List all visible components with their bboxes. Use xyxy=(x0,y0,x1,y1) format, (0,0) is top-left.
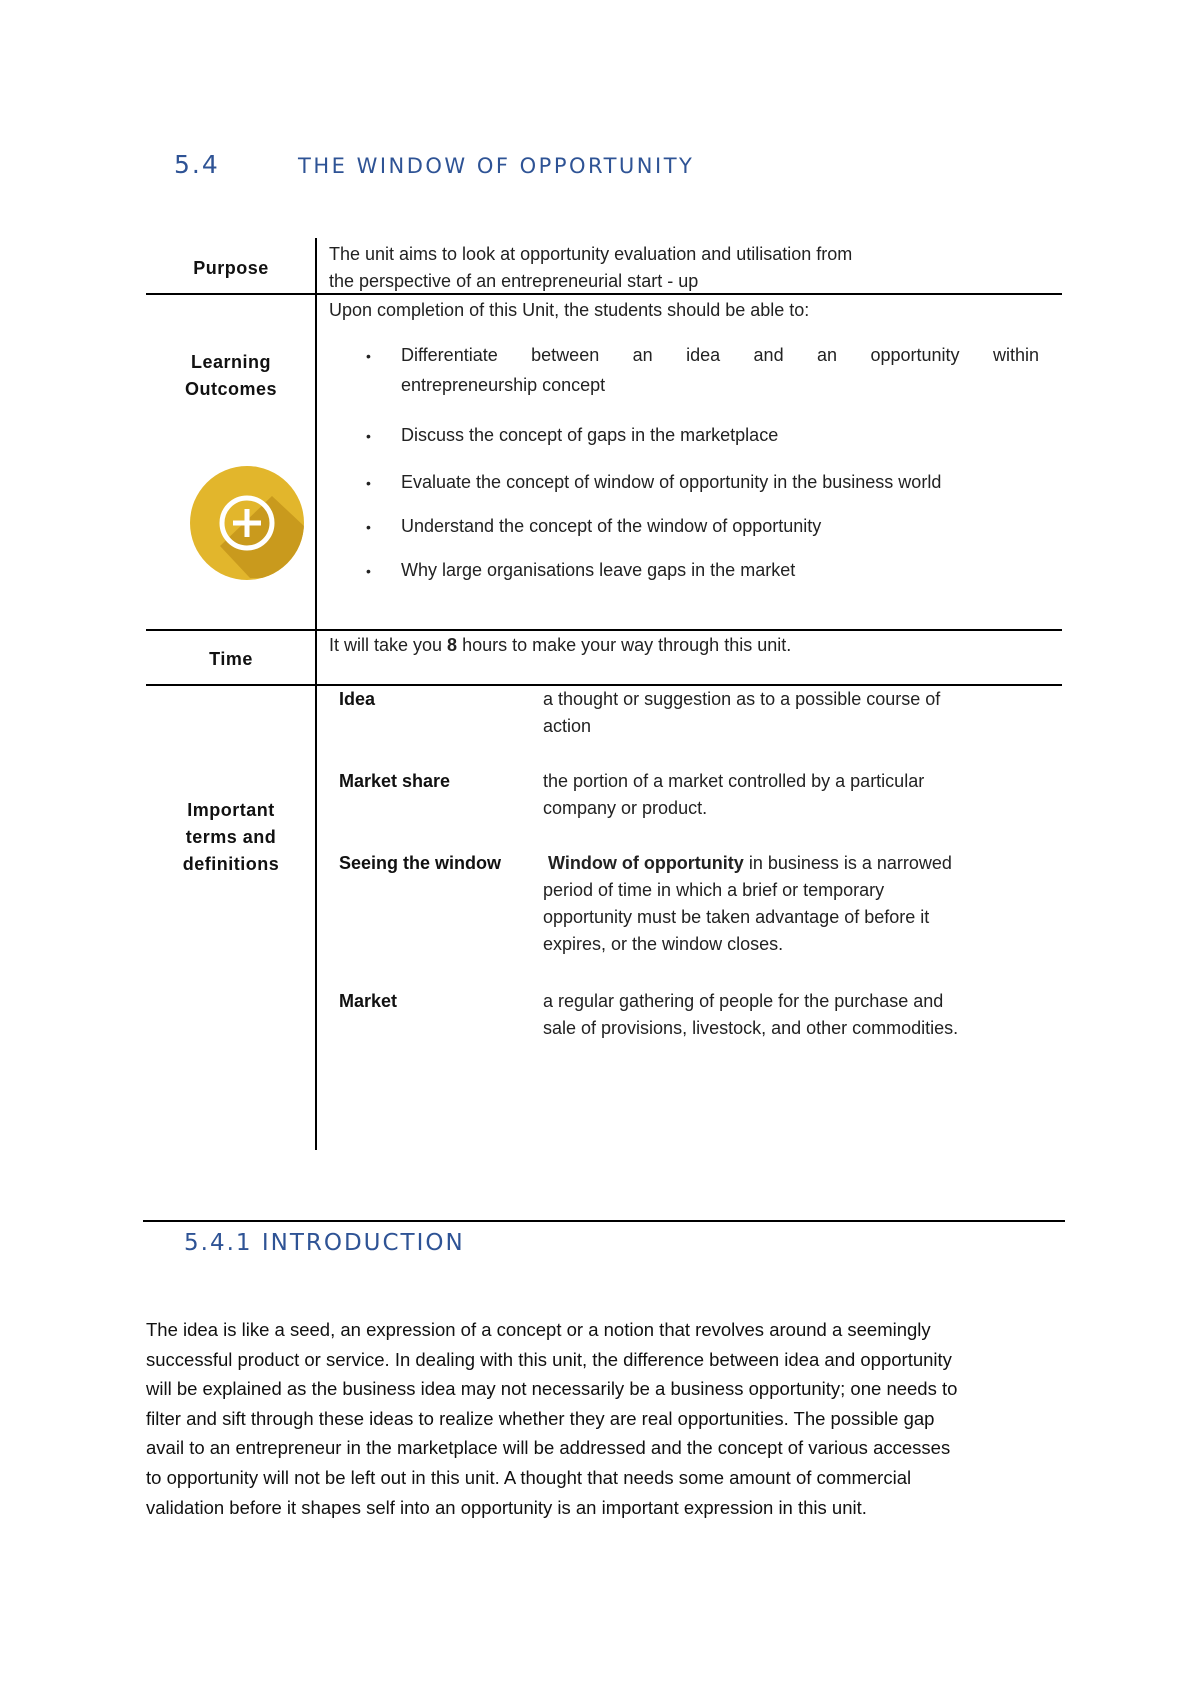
outcome-continuation: entrepreneurship concept xyxy=(401,375,606,395)
definition-line: the portion of a market controlled by a particular xyxy=(543,771,925,791)
definition-line: expires, or the window closes. xyxy=(543,934,784,954)
section-number: 5.4 xyxy=(174,150,220,179)
purpose-text xyxy=(329,241,852,295)
paragraph-line: validation before it shapes self into an opportunity is an important expression in this unit. xyxy=(146,1496,867,1518)
word: idea xyxy=(686,345,721,365)
definition-line: opportunity must be taken advantage of before it xyxy=(543,907,930,927)
definition-bold: Window of opportunity xyxy=(548,853,744,873)
definition-idea xyxy=(543,686,1013,740)
paragraph-line: to opportunity will not be left out in this unit. A thought that needs some amount of commercial xyxy=(146,1466,912,1488)
word: an xyxy=(817,345,838,365)
definition-line: a thought or suggestion as to a possible course of xyxy=(543,689,941,709)
term-seeing-the-window: Seeing the window xyxy=(339,853,502,873)
plus-circle-icon xyxy=(190,466,304,580)
word: and xyxy=(753,345,784,365)
paragraph-line: avail to an entrepreneur in the marketplace will be addressed and the concept of various accesses xyxy=(146,1437,951,1459)
label-line: Learning xyxy=(190,352,271,372)
definition-line: company or product. xyxy=(543,798,708,818)
section-heading xyxy=(174,150,694,179)
outcome-item: Why large organisations leave gaps in the market xyxy=(401,560,796,580)
purpose-line: The unit aims to look at opportunity evaluation and utilisation from xyxy=(329,244,853,264)
definition-line: action xyxy=(543,716,592,736)
outcome-item xyxy=(401,340,1039,400)
paragraph-line: will be explained as the business idea may not necessarily be a business opportunity; one needs to xyxy=(146,1378,958,1400)
paragraph-line: The idea is like a seed, an expression of a concept or a notion that revolves around a seemingly xyxy=(146,1319,931,1340)
time-text xyxy=(329,632,791,659)
time-text-after: hours to make your way through this unit. xyxy=(457,635,792,655)
paragraph-line: successful product or service. In dealing with this unit, the difference between idea and opportunity xyxy=(146,1348,952,1370)
time-hours: 8 xyxy=(447,635,458,655)
definition-line: sale of provisions, livestock, and other commodities. xyxy=(543,1018,959,1038)
section-title: THE WINDOW OF OPPORTUNITY xyxy=(298,154,695,178)
label-line: Important xyxy=(187,800,275,820)
label-line: definitions xyxy=(182,854,280,874)
definition-line: period of time in which a brief or temporary xyxy=(543,880,885,900)
outcome-item: Understand the concept of the window of opportunity xyxy=(401,516,822,536)
outcomes-intro: Upon completion of this Unit, the students should be able to: xyxy=(329,300,810,320)
outcome-item: Discuss the concept of gaps in the marketplace xyxy=(401,425,779,445)
outcome-justified-line xyxy=(401,340,1039,370)
terms-label xyxy=(146,797,316,878)
section-rule xyxy=(143,1220,1065,1222)
definition-line xyxy=(543,850,1013,877)
bullet-icon: • xyxy=(366,563,371,579)
learning-outcomes-label xyxy=(146,349,316,403)
bullet-icon: • xyxy=(366,428,371,444)
definition-market xyxy=(543,988,1013,1042)
definition-line: a regular gathering of people for the purchase and xyxy=(543,991,944,1011)
term-market: Market xyxy=(339,991,398,1011)
bullet-icon: • xyxy=(366,475,371,491)
outcome-item: Evaluate the concept of window of opportunity in the business world xyxy=(401,472,942,492)
word: within xyxy=(992,345,1039,365)
purpose-line: the perspective of an entrepreneurial start - up xyxy=(329,271,699,291)
row-divider-outcomes xyxy=(146,629,1062,631)
word: opportunity xyxy=(870,345,960,365)
definition-market-share xyxy=(543,768,1013,822)
time-label: Time xyxy=(209,649,253,669)
label-line: terms and xyxy=(185,827,277,847)
definition-seeing-the-window xyxy=(543,850,1013,958)
introduction-heading: 5.4.1 INTRODUCTION xyxy=(184,1230,465,1256)
definition-text: in business is a narrowed xyxy=(743,853,952,873)
bullet-icon: • xyxy=(366,348,371,364)
introduction-paragraph xyxy=(146,1315,1062,1522)
word: Differentiate xyxy=(401,345,498,365)
term-market-share: Market share xyxy=(339,771,451,791)
paragraph-line: filter and sift through these ideas to realize whether they are real opportunities. The possible gap xyxy=(146,1407,935,1429)
word: between xyxy=(531,345,600,365)
time-text-before: It will take you xyxy=(329,635,448,655)
purpose-label: Purpose xyxy=(193,258,269,278)
label-line: Outcomes xyxy=(184,379,278,399)
word: an xyxy=(632,345,653,365)
bullet-icon: • xyxy=(366,519,371,535)
term-idea: Idea xyxy=(339,689,376,709)
